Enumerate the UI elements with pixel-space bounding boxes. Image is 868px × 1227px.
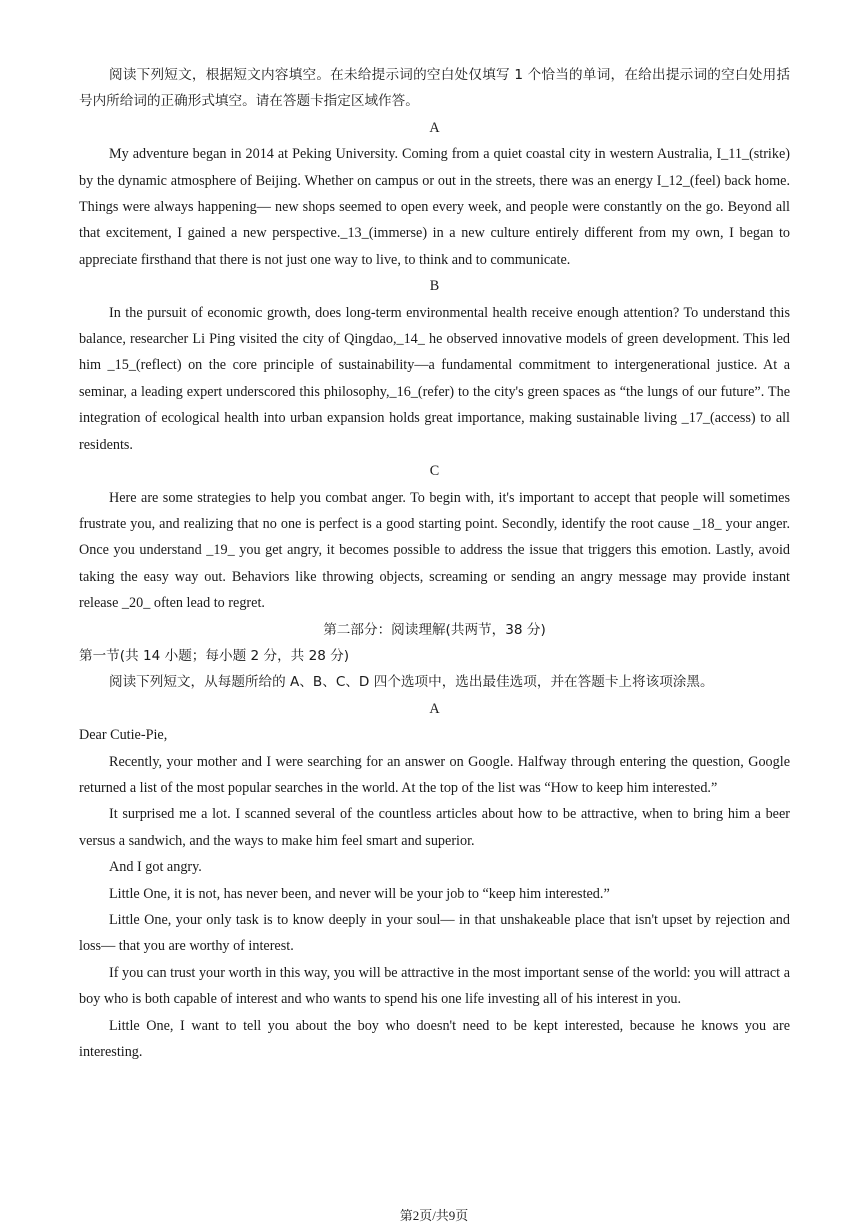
page-footer: 第2页/共9页: [399, 1208, 469, 1223]
page-content: [79, 62, 790, 1065]
letter-paragraph: Little One, I want to tell you about the boy who doesn't need to be kept interested, because he knows you are interesting.: [79, 1017, 790, 1061]
reading-instructions: 阅读下列短文，从每题所给的 A、B、C、D 四个选项中，选出最佳选项，并在答题卡上将该项涂黑。: [109, 674, 714, 691]
passage-a-text: My adventure began in 2014 at Peking University. Coming from a quiet coastal city in western Australia, I_11_(strike) by the dynamic atmosphere of Beijing. Whether on campus or out in the streets, there was an energy I_12_(feel) back home. Things were always happening— new shops seemed to open every week, and people were constantly on the go. Beyond all that excitement, I gained a new perspective._13_(immerse) in a new culture entirely different from my own, I began to appreciate firsthand that there is not just one way to live, to think and to communicate.: [79, 146, 790, 268]
part2-title: 第二部分：阅读理解(共两节，38 分): [323, 621, 546, 638]
letter-paragraph: It surprised me a lot. I scanned several of the countless articles about how to be attractive, when to bring him a beer versus a sandwich, and the ways to make him feel smart and superior.: [79, 806, 790, 849]
fill-instructions: 阅读下列短文，根据短文内容填空。在未给提示词的空白处仅填写 1 个恰当的单词，在给出提示词的空白处用括号内所给词的正确形式填空。请在答题卡指定区域作答。: [79, 67, 790, 110]
section1-title: 第一节(共 14 小题；每小题 2 分，共 28 分): [79, 647, 350, 664]
letter-paragraph: And I got angry.: [109, 859, 202, 876]
letter-paragraph: Little One, your only task is to know deeply in your soul— in that unshakeable place that isn't upset by rejection and loss— that you are worthy of interest.: [79, 912, 790, 955]
letter-paragraph: Little One, it is not, has never been, and never will be your job to “keep him interested.”: [109, 885, 610, 902]
passage-a-label: A: [429, 119, 440, 136]
reading-a-label: A: [429, 700, 440, 717]
passage-c-text: Here are some strategies to help you combat anger. To begin with, it's important to accept that people will sometimes frustrate you, and realizing that no one is perfect is a good starting point. Secondly, identify the root cause _18_ your anger. Once you understand _19_ you get angry, it becomes possible to address the issue that triggers this emotion. Lastly, avoid taking the easy way out. Behaviors like throwing objects, screaming or sending an angry message may provide instant release _20_ often lead to regret.: [79, 489, 790, 612]
letter-paragraph: Recently, your mother and I were searching for an answer on Google. Halfway through entering the question, Google returned a list of the most popular searches in the world. At the top of the list was “How to keep him interested.”: [79, 753, 790, 796]
passage-b-label: B: [429, 278, 440, 295]
letter-salutation: Dear Cutie-Pie,: [79, 727, 168, 744]
letter-paragraph: If you can trust your worth in this way, you will be attractive in the most important sense of the world: you will attract a boy who is both capable of interest and who wants to spend his one life investing all of his interest in you.: [79, 964, 790, 1008]
passage-b-text: In the pursuit of economic growth, does long-term environmental health receive enough attention? To understand this balance, researcher Li Ping visited the city of Qingdao,_14_ he observed innovative models of green development. This led him _15_(reflect) on the core principle of sustainability—a fundamental commitment to intergenerational justice. At a seminar, a leading expert underscored this philosophy,_16_(refer) to the city's green spaces as “the lungs of our future”. The integration of ecological health into urban expansion holds great importance, making sustainable living _17_(access) to all residents.: [79, 304, 790, 453]
passage-c-label: C: [429, 463, 440, 480]
